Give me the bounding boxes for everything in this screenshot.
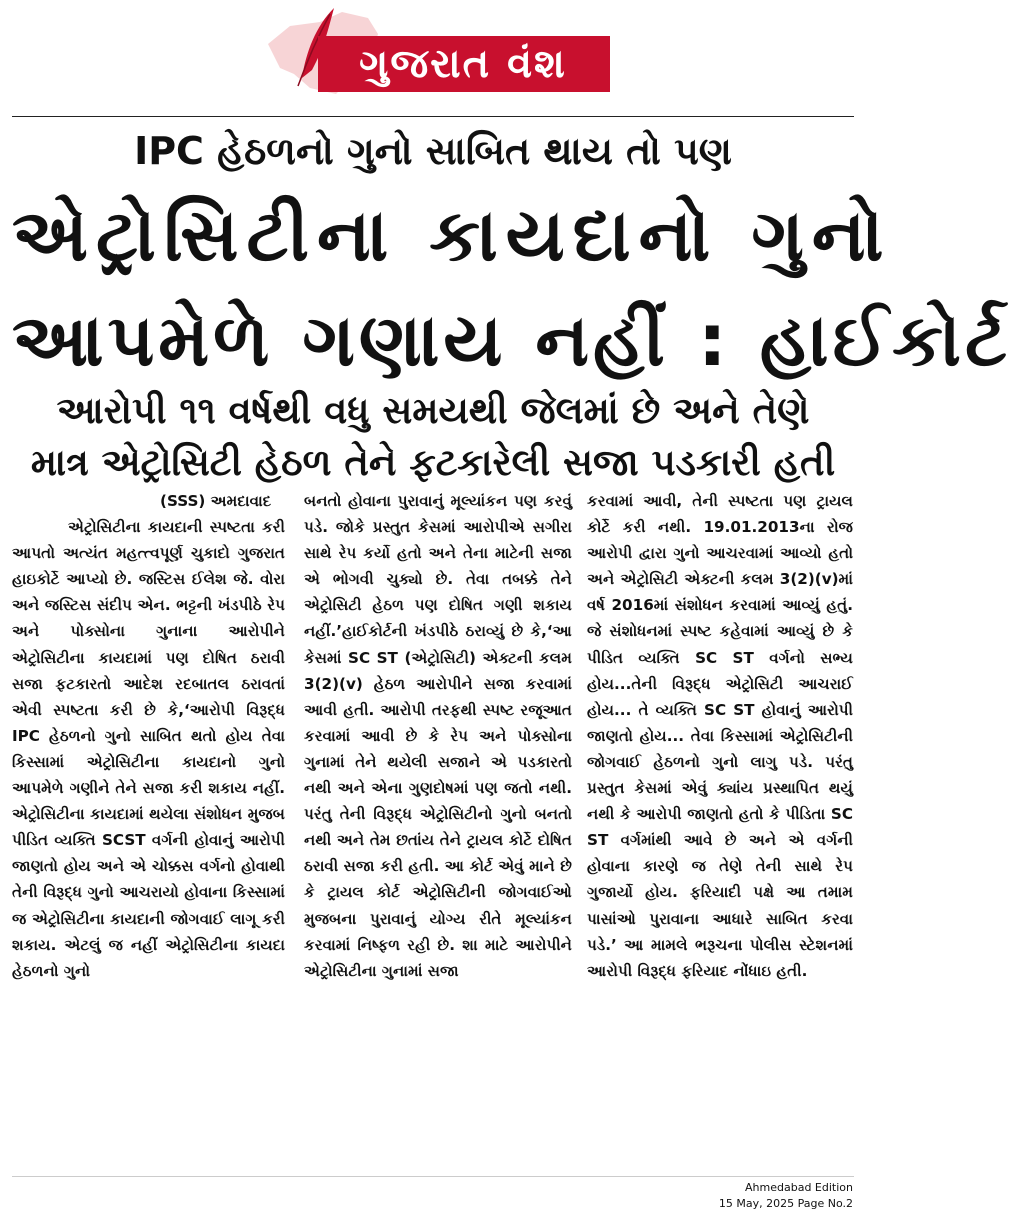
article-column-3 — [587, 488, 853, 1178]
headline-title-line1: એટ્રોસિટીના કાયદાનો ગુનો — [12, 193, 892, 277]
headline-kicker: IPC હેઠળનો ગુનો સાબિત થાય તો પણ — [134, 129, 732, 173]
article-column-1 — [12, 488, 285, 1178]
article-column-2-text: બનતો હોવાના પુરાવાનું મૂલ્યાંકન પણ કરવું પડે. જોકે પ્રસ્તુત કેસમાં આરોપીએ સગીરા સાથે રેપ કર્યો હતો અને તેના માટેની સજા એ ભોગવી ચુક્યો છે. તેવા તબક્કે તેને એટ્રોસિટી હેઠળ પણ દોષિત ગણી શકાય નહીં.’હાઈકોર્ટની ખંડપીઠે ઠરાવ્યું છે કે,‘આ કેસમાં SC ST (એટ્રોસિટી) એક્ટની કલમ 3(2)(v) હેઠળ આરોપીને સજા કરવામાં આવી હતી. આરોપી તરફથી સ્પષ્ટ રજૂઆત કરવામાં આવી છે કે રેપ અને પોક્સોના ગુનામાં તેને થયેલી સજાને એ પડકારતો નથી અને એના ગુણદોષમાં પણ જતો નથી. પરંતુ તેની વિરૂદ્ધ એટ્રોસિટીનો ગુનો બનતો નથી અને તેમ છતાંય તેને ટ્રાયલ કોર્ટે દોષિત ઠરાવી સજા કરી હતી. આ કોર્ટ એવું માને છે કે ટ્રાયલ કોર્ટ એટ્રોસિટીની જોગવાઈઓ મુજબના પુરાવાનું યોગ્ય રીતે મૂલ્યાંકન કરવામાં નિષ્ફળ રહી છે. શા માટે આરોપીને એટ્રોસિટીના ગુનામાં સજા — [304, 492, 572, 980]
article-column-3-text: કરવામાં આવી, તેની સ્પષ્ટતા પણ ટ્રાયલ કોર્ટે કરી નથી. 19.01.2013ના રોજ આરોપી દ્વારા ગુનો આચરવામાં આવ્યો હતો અને એટ્રોસિટી એક્ટની કલમ 3(2)(v)માં વર્ષ 2016માં સંશોધન કરવામાં આવ્યું હતું. જે સંશોધનમાં સ્પષ્ટ કહેવામાં આવ્યું છે કે પીડિત વ્યક્તિ SC ST વર્ગનો સભ્ય હોય...તેની વિરૂદ્ધ એટ્રોસિટી આચરાઈ હોય... તે વ્યક્તિ SC ST હોવાનું આરોપી જાણતો હોય... તેવા કિસ્સામાં એટ્રોસિટીની જોગવાઈ હેઠળનો ગુનો લાગુ પડે. પરંતુ પ્રસ્તુત કેસમાં એવું ક્યાંય પ્રસ્થાપિત થયું નથી કે આરોપી જાણતો હતો કે પીડિતા SC ST વર્ગમાંથી આવે છે અને એ વર્ગની હોવાના કારણે જ તેણે તેની સાથે રેપ ગુજાર્યો હોય. ફરિયાદી પક્ષે આ તમામ પાસાંઓ પુરાવાના આધારે સાબિત કરવા પડે.’ આ મામલે ભરૂચના પોલીસ સ્ટેશનમાં આરોપી વિરૂદ્ધ ફરિયાદ નોંધાઇ હતી. — [587, 492, 853, 980]
deck-line1: આરોપી ૧૧ વર્ષથી વધુ સમયથી જેલમાં છે અને તેણે — [56, 389, 810, 432]
article-column-1-text: એટ્રોસિટીના કાયદાની સ્પષ્ટતા કરી આપતો અત્યંત મહત્ત્વપૂર્ણ ચુકાદો ગુજરાત હાઇકોર્ટે આપ્યો છે. જસ્ટિસ ઈલેશ જે. વોરા અને જસ્ટિસ સંદીપ એન. ભટ્ટની ખંડપીઠે રેપ અને પોક્સોના ગુનાના આરોપીને એટ્રોસિટીના કાયદામાં પણ દોષિત ઠરાવી સજા ફટકારતો આદેશ રદબાતલ ઠરાવતાં એવી સ્પષ્ટતા કરી છે કે,‘આરોપી વિરૂદ્ધ IPC હેઠળનો ગુનો સાબિત થતો હોય તેવા કિસ્સામાં એટ્રોસિટીના કાયદાનો ગુનો આપમેળે ગણીને તેને સજા કરી શકાય નહીં. એટ્રોસિટીના કાયદામાં થયેલા સંશોધન મુજબ પીડિત વ્યક્તિ SCST વર્ગની હોવાનું આરોપી જાણતો હોય અને એ ચોક્કસ વર્ગનો હોવાથી તેની વિરૂદ્ધ ગુનો આચરાયો હોવાના કિસ્સામાં જ એટ્રોસિટીના કાયદાની જોગવાઈ લાગૂ કરી શકાય. એટલું જ નહીં એટ્રોસિટીના કાયદા હેઠળનો ગુનો — [12, 518, 285, 980]
logo-text: ગુજરાત વંશ — [359, 41, 567, 87]
footer-rule — [12, 1176, 854, 1177]
edition-info — [719, 1180, 853, 1212]
masthead-rule — [12, 116, 854, 117]
article-column-2 — [304, 488, 572, 1178]
headline-title-line2: આપમેળે ગણાય નહીં : હાઈકોર્ટ — [12, 298, 1011, 382]
edition-date-page: 15 May, 2025 Page No.2 — [718, 1197, 853, 1210]
deck-line2: માત્ર એટ્રોસિટી હેઠળ તેને ફટકારેલી સજા પડકારી હતી — [30, 441, 836, 484]
edition-name: Ahmedabad Edition — [745, 1181, 853, 1194]
masthead — [0, 0, 863, 112]
article-dateline: (SSS) અમદાવાદ — [160, 492, 272, 510]
